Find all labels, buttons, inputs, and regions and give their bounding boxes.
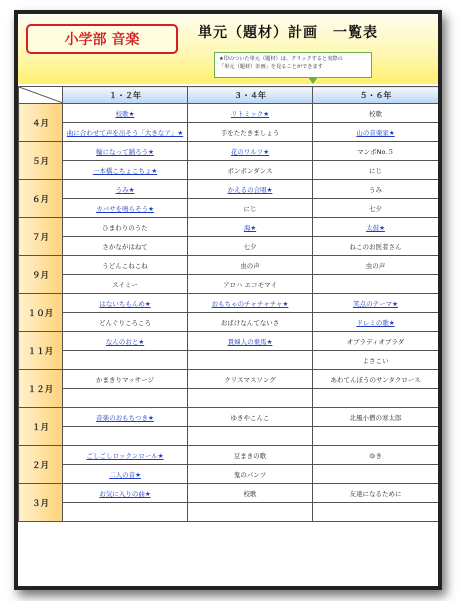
unit-cell — [188, 465, 313, 484]
unit-cell — [188, 389, 313, 408]
unit-plan-link[interactable]: 花のワルツ★ — [230, 147, 270, 156]
unit-cell — [63, 161, 188, 180]
unit-plan-link[interactable]: はないちもんめ★ — [99, 299, 151, 308]
unit-cell — [313, 484, 439, 503]
unit-cell — [63, 142, 188, 161]
table-body — [19, 104, 439, 522]
unit-title: オブラディオブラダ — [346, 337, 405, 346]
unit-plan-link[interactable]: 音楽のおもちつき★ — [96, 413, 154, 422]
month-label: １月 — [19, 408, 63, 446]
unit-plan-link[interactable]: 太鼓★ — [366, 223, 385, 232]
unit-cell — [188, 275, 313, 294]
unit-cell — [188, 294, 313, 313]
table-row — [19, 313, 439, 332]
table-row — [19, 351, 439, 370]
unit-plan-link[interactable]: お気に入りの曲★ — [99, 489, 151, 498]
department-badge: 小学部 音楽 — [26, 24, 178, 54]
unit-cell — [63, 408, 188, 427]
unit-title: 豆まきの歌 — [233, 451, 267, 460]
unit-cell — [63, 351, 188, 370]
unit-cell — [63, 104, 188, 123]
unit-cell — [63, 256, 188, 275]
month-label: ７月 — [19, 218, 63, 256]
header-band — [18, 14, 438, 84]
month-label: ９月 — [19, 256, 63, 294]
unit-title: さかながはねて — [102, 242, 148, 251]
unit-plan-link[interactable]: カバサを鳴らそう★ — [96, 204, 154, 213]
unit-title: 虫の声 — [365, 261, 386, 270]
table-row — [19, 123, 439, 142]
unit-plan-link[interactable]: かえるの合唱★ — [227, 185, 273, 194]
corner-cell — [19, 87, 63, 104]
unit-plan-link[interactable]: 校歌★ — [115, 109, 135, 118]
unit-cell — [188, 256, 313, 275]
month-label: １２月 — [19, 370, 63, 408]
unit-cell — [313, 104, 439, 123]
table-row — [19, 465, 439, 484]
unit-title: うみ — [369, 185, 382, 194]
note-line-1: ★印のついた単元（題材）は、クリックすると実際の — [219, 56, 343, 62]
unit-cell — [313, 408, 439, 427]
unit-title: 手をたたきましょう — [220, 128, 280, 137]
unit-title: 虫の声 — [240, 261, 260, 270]
unit-title: どんぐりころころ — [99, 318, 151, 327]
unit-title: よさこい — [362, 356, 389, 365]
unit-plan-link[interactable]: 笑点のテーマ★ — [353, 299, 398, 308]
unit-title: 七夕 — [369, 204, 382, 213]
document-sheet — [18, 14, 438, 586]
table-row — [19, 256, 439, 275]
column-header-grade-3-4: ３・４年 — [188, 87, 313, 104]
unit-plan-link[interactable]: うみ★ — [115, 185, 135, 194]
month-label: ２月 — [19, 446, 63, 484]
month-label: ３月 — [19, 484, 63, 522]
unit-cell — [63, 465, 188, 484]
unit-title: ねこのお医者さん — [349, 242, 402, 251]
unit-cell — [188, 408, 313, 427]
unit-cell — [313, 123, 439, 142]
unit-cell — [63, 389, 188, 408]
table-row — [19, 408, 439, 427]
column-header-grade-1-2: １・２年 — [63, 87, 188, 104]
table-row — [19, 370, 439, 389]
unit-title: ゆきやこんこ — [230, 413, 270, 422]
unit-cell — [313, 180, 439, 199]
unit-cell — [188, 351, 313, 370]
table-row — [19, 161, 439, 180]
unit-title: マンボNo.５ — [357, 147, 394, 156]
unit-cell — [313, 161, 439, 180]
unit-title: ボンボンダンス — [227, 166, 273, 175]
table-row — [19, 180, 439, 199]
unit-title: おばけなんてないさ — [220, 318, 280, 327]
unit-title: 友達になるために — [349, 489, 402, 498]
unit-cell — [188, 199, 313, 218]
unit-cell — [188, 313, 313, 332]
unit-title: スイミー — [112, 280, 138, 289]
unit-cell — [63, 275, 188, 294]
unit-plan-link[interactable]: 曲に合わせて声を出そう「大きなア」★ — [66, 128, 184, 137]
note-callout — [214, 52, 372, 78]
table-row — [19, 104, 439, 123]
month-label: ５月 — [19, 142, 63, 180]
unit-cell — [63, 294, 188, 313]
unit-plan-link[interactable]: 貴婦人の乗馬★ — [227, 337, 273, 346]
table-row — [19, 142, 439, 161]
unit-cell — [313, 313, 439, 332]
unit-cell — [313, 237, 439, 256]
unit-cell — [188, 332, 313, 351]
unit-plan-link[interactable]: ドレミの歌★ — [356, 318, 395, 327]
month-label: １０月 — [19, 294, 63, 332]
unit-title: ひまわりのうた — [102, 223, 148, 232]
table-row — [19, 446, 439, 465]
unit-cell — [63, 370, 188, 389]
table-row — [19, 218, 439, 237]
unit-cell — [63, 180, 188, 199]
unit-cell — [313, 275, 439, 294]
table-row — [19, 275, 439, 294]
unit-title: 校歌 — [243, 489, 257, 498]
unit-title: にじ — [369, 166, 382, 175]
table-row — [19, 427, 439, 446]
unit-cell — [188, 180, 313, 199]
unit-cell — [188, 237, 313, 256]
unit-title: アロハ エコモマイ — [223, 280, 277, 289]
unit-plan-link[interactable]: おもちゃのチャチャチャ★ — [211, 299, 289, 308]
note-line-2: 「単元（題材）計画」を見ることができます — [219, 64, 323, 70]
unit-cell — [313, 370, 439, 389]
table-row — [19, 199, 439, 218]
unit-cell — [63, 446, 188, 465]
diagonal-line-icon — [19, 87, 63, 103]
unit-title: ゆき — [369, 451, 382, 460]
unit-cell — [313, 351, 439, 370]
unit-cell — [188, 503, 313, 522]
unit-cell — [188, 123, 313, 142]
unit-plan-link[interactable]: リトミック★ — [230, 109, 270, 118]
unit-plan-link[interactable]: 一本橋こちょこちょ★ — [92, 166, 158, 175]
plan-table — [18, 86, 438, 522]
table-row — [19, 503, 439, 522]
column-header-grade-5-6: ５・６年 — [313, 87, 439, 104]
month-label: ４月 — [19, 104, 63, 142]
unit-title: 七夕 — [243, 242, 257, 251]
unit-cell — [63, 218, 188, 237]
unit-cell — [188, 218, 313, 237]
unit-cell — [313, 142, 439, 161]
unit-title: にじ — [243, 204, 257, 213]
unit-plan-link[interactable]: 海★ — [243, 223, 257, 232]
unit-cell — [63, 484, 188, 503]
unit-title: あわてんぼうのサンタクロース — [330, 375, 421, 384]
month-label: １１月 — [19, 332, 63, 370]
unit-plan-link[interactable]: ごしごしロックンロール★ — [86, 451, 164, 460]
unit-cell — [313, 218, 439, 237]
page-title: 単元（題材）計画 一覧表 — [198, 25, 378, 41]
unit-title: うどんこねこね — [102, 261, 148, 270]
unit-title: クリスマスソング — [224, 375, 276, 384]
unit-title: かまきりマッサージ — [95, 375, 155, 384]
month-label: ６月 — [19, 180, 63, 218]
unit-cell — [63, 332, 188, 351]
unit-cell — [188, 104, 313, 123]
unit-cell — [63, 237, 188, 256]
unit-plan-link[interactable]: 二人の音★ — [109, 470, 141, 479]
unit-cell — [313, 332, 439, 351]
unit-plan-link[interactable]: 山の音楽家★ — [356, 128, 395, 137]
unit-cell — [313, 256, 439, 275]
unit-cell — [188, 446, 313, 465]
unit-plan-link[interactable]: なんのおと★ — [105, 337, 145, 346]
unit-cell — [63, 123, 188, 142]
callout-pointer — [308, 77, 318, 84]
unit-cell — [63, 503, 188, 522]
unit-cell — [63, 199, 188, 218]
unit-cell — [313, 389, 439, 408]
unit-cell — [313, 294, 439, 313]
unit-cell — [188, 370, 313, 389]
table-row — [19, 237, 439, 256]
unit-cell — [188, 161, 313, 180]
unit-plan-link[interactable]: 輪になって踊ろう★ — [96, 147, 154, 156]
unit-cell — [63, 313, 188, 332]
unit-cell — [313, 446, 439, 465]
unit-title: 鬼のパンツ — [233, 470, 267, 479]
unit-cell — [63, 427, 188, 446]
unit-cell — [313, 427, 439, 446]
table-row — [19, 484, 439, 503]
unit-title: 校歌 — [369, 109, 382, 118]
unit-title: 北風小僧の寒太郎 — [349, 413, 402, 422]
unit-cell — [313, 465, 439, 484]
unit-cell — [188, 142, 313, 161]
table-row — [19, 389, 439, 408]
table-row — [19, 332, 439, 351]
unit-cell — [188, 427, 313, 446]
column-header-row — [19, 87, 439, 104]
table-row — [19, 294, 439, 313]
unit-cell — [313, 503, 439, 522]
unit-cell — [313, 199, 439, 218]
unit-cell — [188, 484, 313, 503]
